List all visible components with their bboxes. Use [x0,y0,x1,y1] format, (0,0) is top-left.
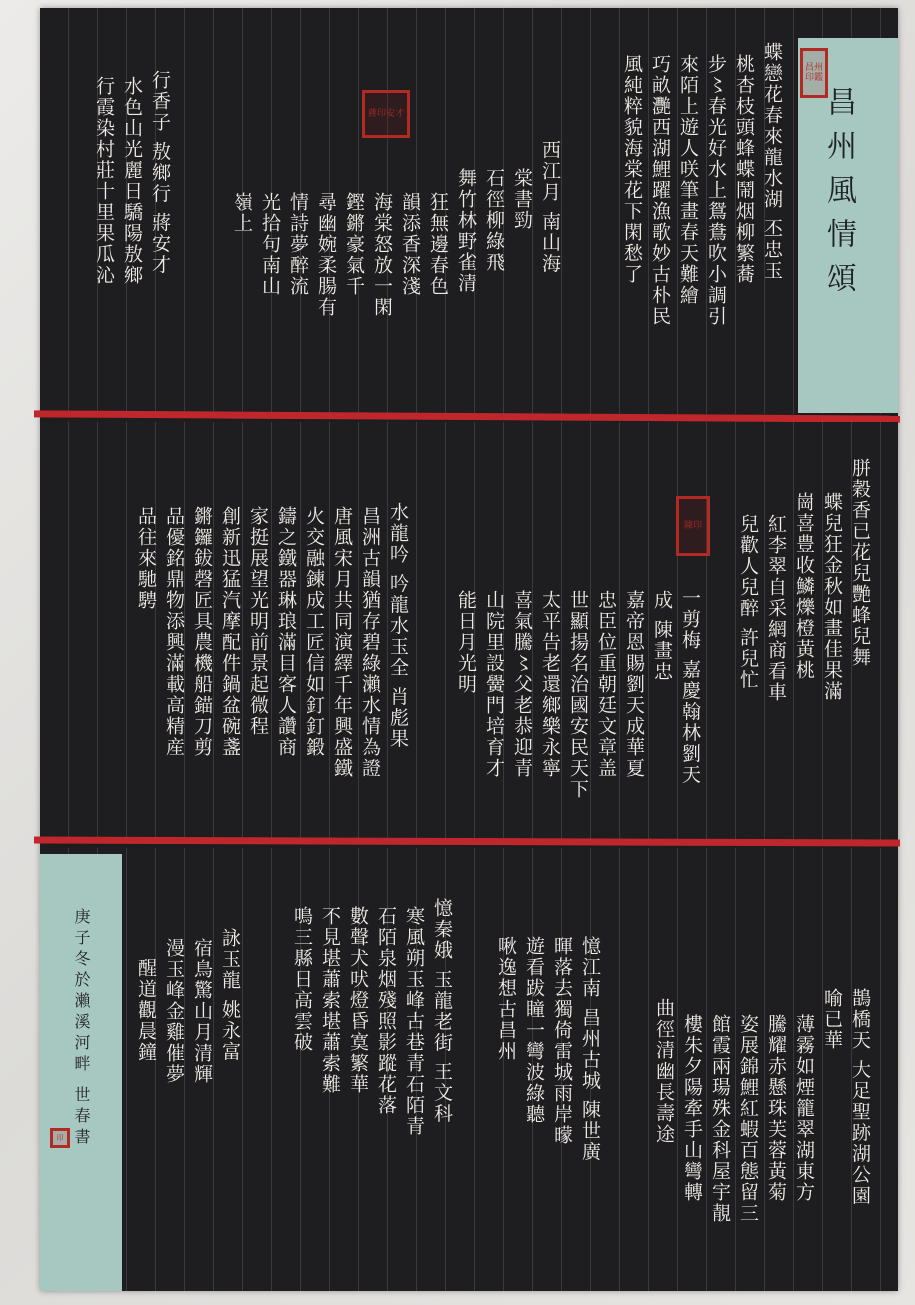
poem-line: 宿鳥驚山月清輝 [191,938,213,1085]
poem-line: 光拾句南山 [259,192,281,297]
poem-line: 嶺上 [231,192,253,234]
poem-line: 鑄之鐵器琳琅滿目客人讚商 [275,506,297,758]
poem-line: 蝶兒狂金秋如畫佳果滿 [821,492,843,702]
poem-line: 鏘鑼鈸磬匠具農機船錨刀剪 [191,506,213,758]
poem-line: 姿展錦鯉紅蝦百態留三 [737,1014,759,1224]
panel-seal: 蔣印安才 [362,90,410,138]
poem-line: 寒風朔玉峰古巷青石陌青 [403,906,425,1137]
poem-line: 遊看跋瞳一彎波綠聽 [523,936,545,1125]
poem-line: 憶秦娥 玉龍老街 王文科 [431,898,453,1125]
poem-line: 詠玉龍 姚永富 [219,928,241,1063]
poem-line: 棠書勁 [511,168,533,231]
poem-line: 昌洲古韻猶存碧綠瀨水情為證 [359,506,381,779]
poem-line: 一剪梅 嘉慶翰林劉天 [679,588,701,786]
panel-top [40,8,898,414]
poem-line: 憶江南 昌州古城 陳世廣 [579,936,601,1163]
poem-line: 啾逸想古昌州 [495,936,517,1062]
poem-line: 不見堪蕭索堪蕭索難 [319,906,341,1095]
poem-line: 水色山光麗日驕陽敖鄉 [121,76,143,286]
poem-line: 西江月 南山海 [539,140,561,275]
poem-line: 世顯揚名治國安民天下 [567,590,589,800]
poem-line: 行香子 敖鄉行 蔣安才 [149,70,171,276]
poem-line: 桃杏枝頭蜂蝶鬧烟柳繁蕎 [733,54,755,285]
poem-line: 創新迅猛汽摩配件鍋盆碗盞 [219,506,241,758]
panel-seal: 陳印 [676,496,710,556]
poem-line: 喜氣騰〻父老恭迎青 [511,590,533,779]
poem-line: 數聲犬吠燈昏寞繁華 [347,906,369,1095]
poem-line: 品優銘鼎物添興滿載高精産 [163,506,185,758]
poem-line: 行霞染村莊十里果瓜沁 [93,76,115,286]
poem-line: 石陌泉烟殘照影蹤花落 [375,906,397,1116]
poem-line: 品往來馳騁 [135,506,157,611]
poem-line: 家挺展望光明前景起微程 [247,506,269,737]
poem-line: 水龍吟 吟龍水玉全 肖彪果 [387,502,409,750]
poem-line: 嘉帝恩賜劉天成華夏 [623,590,645,779]
poem-line: 尋幽婉柔腸有 [315,192,337,318]
poem-line: 騰耀赤懸珠芙蓉黃菊 [765,1014,787,1203]
poem-line: 狂無邊春色 [427,192,449,297]
poem-line: 暉落去獨倚雷城雨岸曚 [551,936,573,1146]
poem-line: 鵲橋天 大足聖跡湖公園 [849,988,871,1207]
poem-line: 喻已華 [821,988,843,1051]
poem-line: 山院里設黌門培育才 [483,590,505,779]
poem-line: 館霞兩瑒殊金科屋宇靚 [709,1014,731,1224]
poem-line: 薄霧如煙籠翠湖東方 [793,1014,815,1203]
poem-line: 步〻春光好水上鴛鴦吹小調引 [705,54,727,327]
stone-rubbing-scroll [40,8,898,1291]
poem-line: 崗喜豊收鱗爍橙黃桃 [793,492,815,681]
poem-line: 曲徑清幽長壽途 [653,998,675,1145]
poem-line: 海棠怒放一閑 [371,192,393,318]
poem-line: 鳴三縣日高雲破 [291,906,313,1053]
signature-seal: 印 [50,1128,70,1148]
title-seal: 昌州印鑑 [800,48,828,98]
poem-line: 唐風宋月共同演繹千年興盛鐵 [331,506,353,779]
poem-line: 情詩夢醉流 [287,192,309,297]
poem-line: 風純粹貌海棠花下閑愁了 [621,54,643,285]
poem-line: 紅李翠自采網商看車 [765,514,787,703]
poem-line: 蝶戀花春來龍水湖 丕忠玉 [761,42,783,282]
poem-line: 醒道觀晨鐘 [135,958,157,1063]
poem-line: 鏗鏘豪氣千 [343,192,365,297]
poster-title: 昌州風情頌 [821,86,856,306]
poem-line: 石徑柳綠飛 [483,168,505,273]
poem-line: 能日月光明 [455,590,477,695]
poem-line: 來陌上遊人咲筆畫春天難繪 [677,54,699,306]
poem-line: 太平告老還鄉樂永寧 [539,590,561,779]
poem-line: 漫玉峰金雞催夢 [163,938,185,1085]
poem-line: 舞竹林野雀清 [455,168,477,294]
signature-line: 庚子冬於瀨溪河畔 世春書 [72,908,91,1150]
poem-line: 兒歡人兒醉 許兒忙 [737,514,759,691]
poem-line: 火交融鍊成工匠信如釘釘鍛 [303,506,325,758]
panel-bottom [40,848,898,1291]
panel-middle [40,422,898,840]
poem-line: 成 陳畫忠 [651,590,673,683]
poem-line: 韻添香深淺 [399,192,421,297]
poem-line: 樓朱夕陽牽手山彎轉 [681,1014,703,1203]
poem-line: 巧畝灧西湖鯉躍漁歌妙古朴民 [649,54,671,327]
poem-line: 忠臣位重朝廷文章盖 [595,590,617,779]
poem-line: 胼穀香已花兒艷蜂兒舞 [849,458,871,668]
